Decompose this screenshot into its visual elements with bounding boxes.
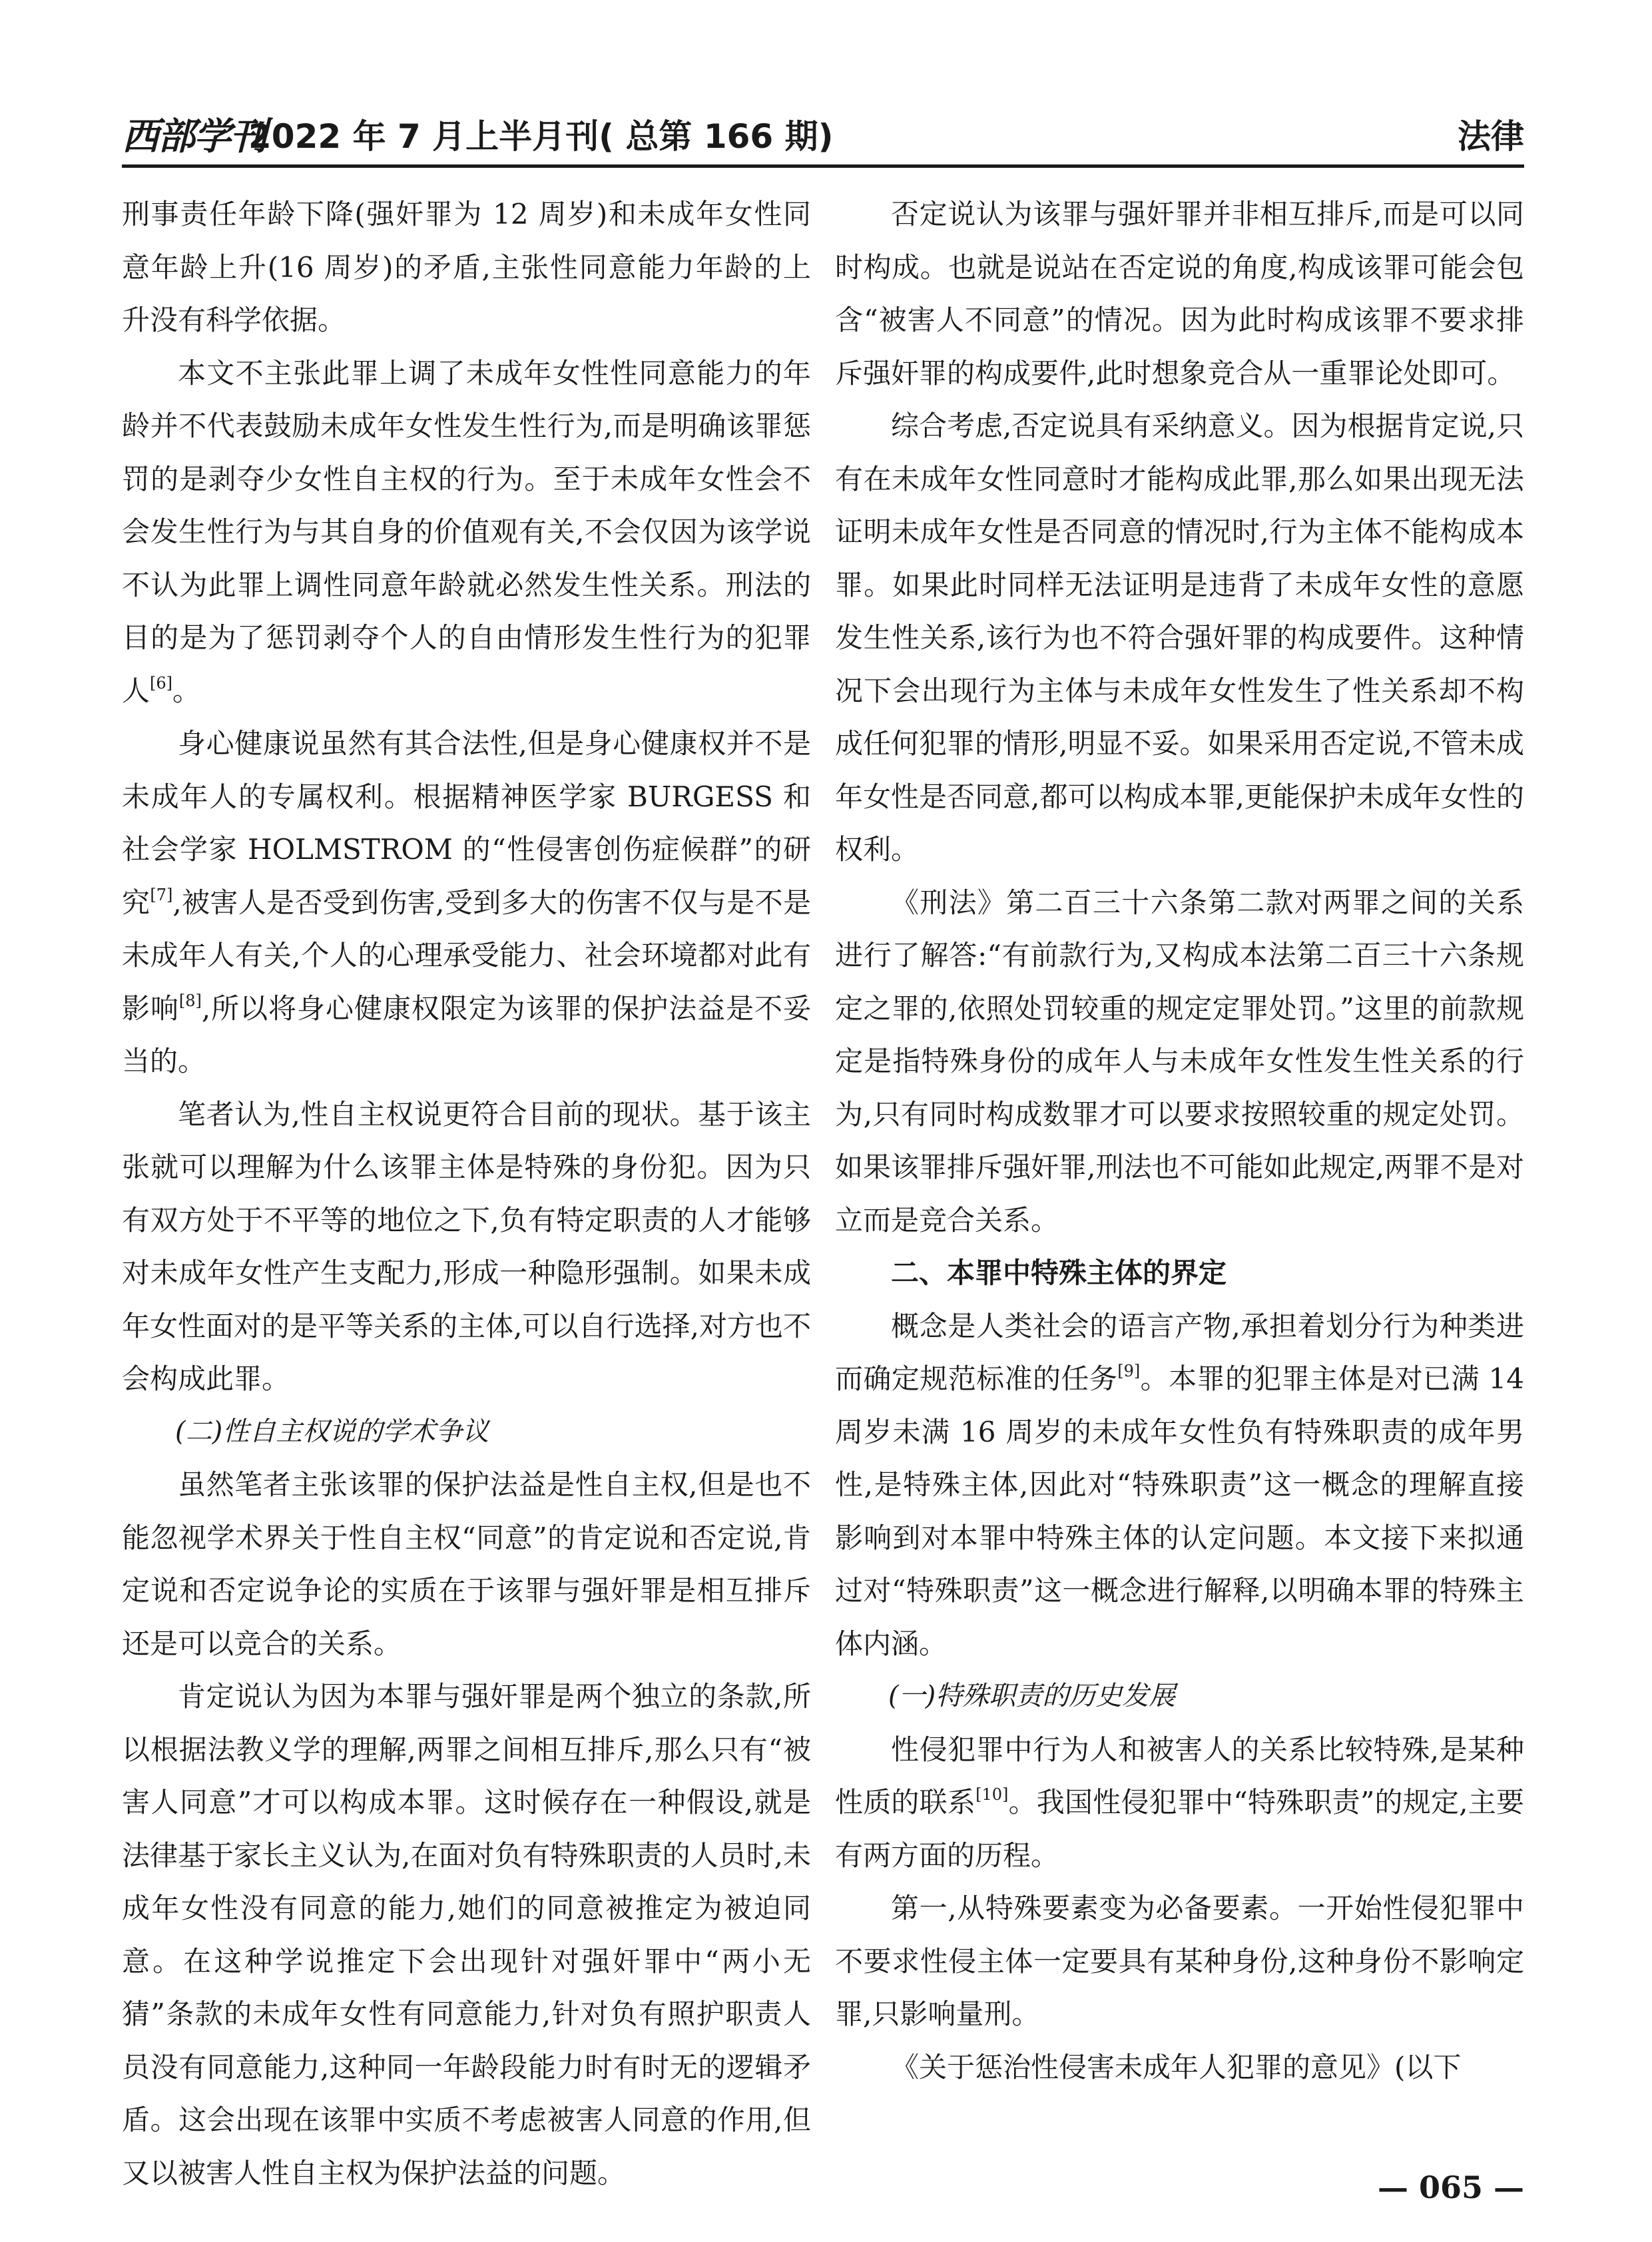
text-run: 《刑法》第二百三十六条第二款对两罪之间的关系进行了解答:“有前款行为,又构成本法第二百三十六条规定之罪的,依照处罚较重的规定定罪处罚。”这里的前款规定是指特殊身份的成年人与未成年女性发生性关系的行为,只有同时构成数罪才可以要求按照较重的规定处罚。如果该罪排斥强奸罪,刑法也不可能如此规定,两罪不是对立而是竞合关系。 [835,886,1524,1237]
body-paragraph [122,1088,811,1406]
text-run: 肯定说认为因为本罪与强奸罪是两个独立的条款,所以根据法教义学的理解,两罪之间相互排斥,那么只有“被害人同意”才可以构成本罪。这时候存在一种假设,就是法律基于家长主义认为,在面对负有特殊职责的人员时,未成年女性没有同意的能力,她们的同意被推定为被迫同意。在这种学说推定下会出现针对强奸罪中“两小无猜”条款的未成年女性有同意能力,针对负有照护职责人员没有同意能力,这种同一年龄段能力时有时无的逻辑矛盾。这会出现在该罪中实质不考虑被害人同意的作用,但又以被害人性自主权为保护法益的问题。 [122,1680,811,2189]
body-paragraph [122,188,811,347]
text-run: 笔者认为,性自主权说更符合目前的现状。基于该主张就可以理解为什么该罪主体是特殊的身份犯。因为只有双方处于不平等的地位之下,负有特定职责的人才能够对未成年女性产生支配力,形成一种隐形强制。如果未成年女性面对的是平等关系的主体,可以自行选择,对方也不会构成此罪。 [122,1097,811,1395]
body-paragraph [122,717,811,1088]
citation-ref: [8] [178,991,202,1010]
body-paragraph [122,1458,811,1670]
body-paragraph [835,1300,1524,1671]
text-run: 。 [172,674,201,707]
body-paragraph [122,347,811,718]
citation-ref: [9] [1117,1362,1141,1380]
issue-info: 2022 年 7 月上半月刊( 总第 166 期) [248,117,834,156]
subsection-heading [122,1406,811,1459]
body-paragraph [835,400,1524,876]
journal-logo: 西部学刊 [122,115,266,158]
text-run: 二、本罪中特殊主体的界定 [891,1257,1227,1289]
body-paragraph [835,1723,1524,1882]
body-paragraph [122,1670,811,2199]
text-run: 概念是人类社会的语言产物,承担着划分行为种类进而确定规范标准的任务 [835,1309,1524,1395]
text-run: 刑事责任年龄下降(强奸罪为 12 周岁)和未成年女性同意年龄上升(16 周岁)的矛盾,主张性同意能力年龄的上升没有科学依据。 [122,198,811,336]
text-run: 第一,从特殊要素变为必备要素。一开始性侵犯罪中不要求性侵主体一定要具有某种身份,这种身份不影响定罪,只影响量刑。 [835,1892,1524,2030]
citation-ref: [10] [975,1785,1009,1804]
text-run: (二)性自主权说的学术争议 [175,1416,489,1447]
text-run: ,所以将身心健康权限定为该罪的保护法益是不妥当的。 [122,991,811,1077]
text-run: ,被害人是否受到伤害,受到多大的伤害不仅与是不是未成年人有关,个人的心理承受能力、社会环境都对此有影响 [122,886,811,1025]
header-rule [122,164,1524,168]
body-paragraph [835,1882,1524,2041]
text-run: 。我国性侵犯罪中“特殊职责”的规定,主要有两方面的历程。 [835,1786,1524,1872]
left-column [122,188,811,2189]
page-number: — 065 — [1377,2169,1524,2205]
text-run: (一)特殊职责的历史发展 [888,1681,1176,1711]
running-header [122,113,1524,160]
section-label: 法律 [1458,117,1524,156]
text-run: 。本罪的犯罪主体是对已满 14 周岁未满 16 周岁的未成年女性负有特殊职责的成年男性,是特殊主体,因此对“特殊职责”这一概念的理解直接影响到对本罪中特殊主体的认定问题。本文接下来拟通过对“特殊职责”这一概念进行解释,以明确本罪的特殊主体内涵。 [835,1362,1524,1660]
text-run: 否定说认为该罪与强奸罪并非相互排斥,而是可以同时构成。也就是说站在否定说的角度,构成该罪可能会包含“被害人不同意”的情况。因为此时构成该罪不要求排斥强奸罪的构成要件,此时想象竞合从一重罪论处即可。 [835,198,1524,390]
text-run: 综合考虑,否定说具有采纳意义。因为根据肯定说,只有在未成年女性同意时才能构成此罪,那么如果出现无法证明未成年女性是否同意的情况时,行为主体不能构成本罪。如果此时同样无法证明是违背了未成年女性的意愿发生性关系,该行为也不符合强奸罪的构成要件。这种情况下会出现行为主体与未成年女性发生了性关系却不构成任何犯罪的情形,明显不妥。如果采用否定说,不管未成年女性是否同意,都可以构成本罪,更能保护未成年女性的权利。 [835,410,1524,866]
right-column [835,188,1524,2139]
body-paragraph [835,188,1524,400]
body-paragraph [835,2041,1524,2094]
subsection-heading [835,1670,1524,1723]
text-run: 《关于惩治性侵害未成年人犯罪的意见》(以下 [891,2050,1462,2084]
citation-ref: [7] [150,885,173,904]
citation-ref: [6] [150,673,173,693]
section-heading [835,1247,1524,1300]
text-run: 本文不主张此罪上调了未成年女性性同意能力的年龄并不代表鼓励未成年女性发生性行为,而是明确该罪惩罚的是剥夺少女性自主权的行为。至于未成年女性会不会发生性行为与其自身的价值观有关,不会仅因为该学说不认为此罪上调性同意年龄就必然发生性关系。刑法的目的是为了惩罚剥夺个人的自由情形发生性行为的犯罪人 [122,356,811,707]
text-run: 虽然笔者主张该罪的保护法益是性自主权,但是也不能忽视学术界关于性自主权“同意”的肯定说和否定说,肯定说和否定说争论的实质在于该罪与强奸罪是相互排斥还是可以竞合的关系。 [122,1468,811,1660]
body-paragraph [835,876,1524,1247]
text-run: 身心健康说虽然有其合法性,但是身心健康权并不是未成年人的专属权利。根据精神医学家 BURGESS 和社会学家 HOLMSTROM 的“性侵害创伤症候群”的研究 [122,727,811,919]
text-run: 性侵犯罪中行为人和被害人的关系比较特殊,是某种性质的联系 [835,1733,1524,1819]
